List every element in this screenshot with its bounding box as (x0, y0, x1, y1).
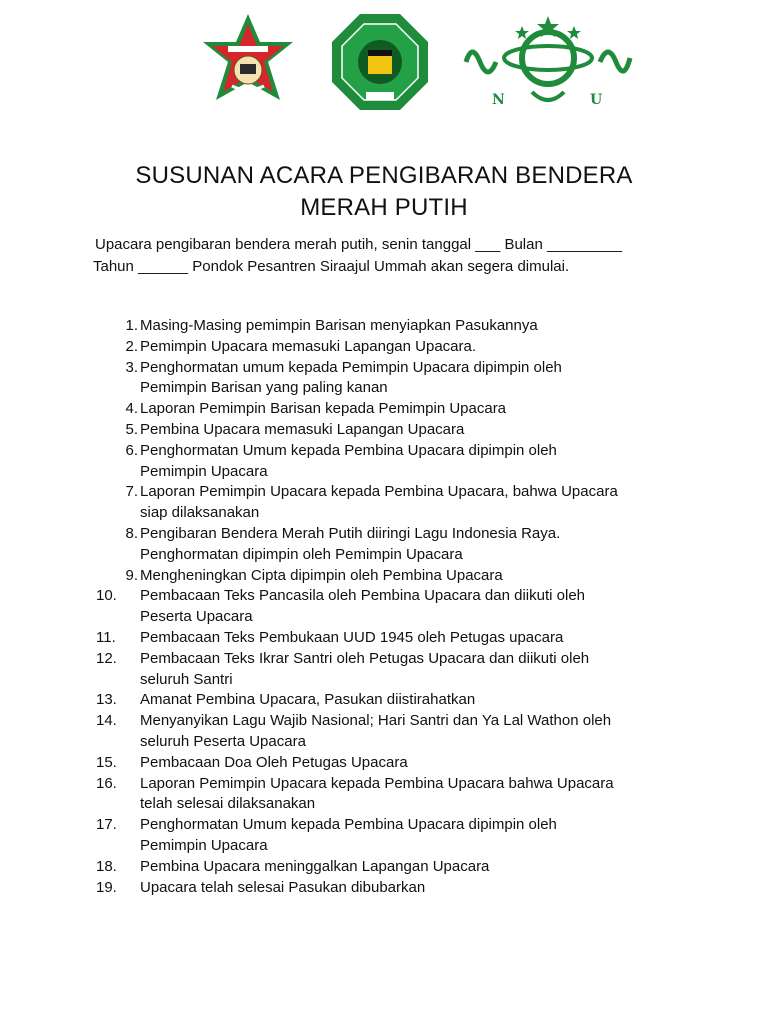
step-text: Laporan Pemimpin Upacara kepada Pembina Upacara, bahwa Upacara (140, 483, 618, 501)
list-item (0, 586, 670, 628)
step-number: 7. (125, 483, 138, 501)
list-item (0, 316, 670, 337)
list-item (0, 399, 670, 420)
list-item (0, 482, 670, 524)
step-number: 8. (125, 524, 138, 542)
list-item (0, 711, 670, 753)
step-text: Pemimpin Upacara memasuki Lapangan Upacara. (140, 337, 477, 355)
list-item (0, 815, 670, 857)
step-number: 6. (125, 441, 138, 459)
title-line-1: SUSUNAN ACARA PENGIBARAN BENDERA (135, 162, 633, 189)
list-item (0, 566, 670, 587)
list-item (0, 774, 670, 816)
step-text: Penghormatan dipimpin oleh Pemimpin Upacara (140, 545, 463, 563)
step-number: 3. (125, 358, 138, 376)
step-text: siap dilaksanakan (140, 504, 260, 522)
pesantren-emblem (330, 12, 430, 112)
list-item (0, 649, 670, 691)
ikatan-pelajar-emblem (198, 12, 298, 112)
step-text: Penghormatan Umum kepada Pembina Upacara dipimpin oleh (140, 816, 557, 834)
list-item (0, 441, 670, 483)
step-text: Penghormatan umum kepada Pemimpin Upacara dipimpin oleh (140, 358, 562, 376)
step-number: 11. (96, 628, 116, 646)
step-text: Laporan Pemimpin Upacara kepada Pembina Upacara bahwa Upacara (140, 774, 614, 792)
list-item (0, 878, 670, 899)
step-text: Pengibaran Bendera Merah Putih diiringi Lagu Indonesia Raya. (140, 524, 561, 542)
step-text: Pembacaan Teks Pembukaan UUD 1945 oleh Petugas upacara (140, 628, 564, 646)
logo-header (0, 12, 768, 112)
intro-line-1: Upacara pengibaran bendera merah putih, senin tanggal ___ Bulan _________ (95, 236, 623, 253)
step-number: 10. (96, 587, 117, 605)
step-text: telah selesai dilaksanakan (140, 795, 316, 813)
step-number: 18. (96, 857, 117, 875)
step-text: Pemimpin Barisan yang paling kanan (140, 379, 388, 397)
intro-line-2: Tahun ______ Pondok Pesantren Siraajul Ummah akan segera dimulai. (93, 258, 570, 275)
step-text: Upacara telah selesai Pasukan dibubarkan (140, 878, 426, 896)
list-item (0, 524, 670, 566)
step-text: Menyanyikan Lagu Wajib Nasional; Hari Santri dan Ya Lal Wathon oleh (140, 712, 612, 730)
list-item (0, 420, 670, 441)
step-text: Pembacaan Doa Oleh Petugas Upacara (140, 753, 408, 771)
step-text: Amanat Pembina Upacara, Pasukan diistirahatkan (140, 691, 476, 709)
step-number: 17. (96, 816, 117, 834)
step-number: 19. (96, 878, 117, 896)
step-text: Pembina Upacara memasuki Lapangan Upacara (140, 420, 465, 438)
step-number: 1. (125, 317, 138, 334)
list-item (0, 628, 670, 649)
step-text: seluruh Santri (140, 670, 233, 688)
list-item (0, 358, 670, 400)
svg-text:N: N (492, 92, 505, 108)
step-number: 16. (96, 774, 117, 792)
step-text: Peserta Upacara (140, 608, 253, 626)
step-text: Pemimpin Upacara (140, 462, 268, 480)
step-text: Pembina Upacara meninggalkan Lapangan Upacara (140, 857, 490, 875)
step-text: Pembacaan Teks Pancasila oleh Pembina Upacara dan diikuti oleh (140, 587, 585, 605)
step-number: 9. (125, 566, 138, 584)
list-item (0, 857, 670, 878)
step-number: 5. (125, 420, 138, 438)
list-item (0, 337, 670, 358)
nu-emblem (462, 12, 634, 112)
step-number: 14. (96, 712, 117, 730)
step-text: Laporan Pemimpin Barisan kepada Pemimpin Upacara (140, 400, 507, 418)
step-text: Pemimpin Upacara (140, 836, 268, 854)
step-number: 4. (125, 400, 138, 418)
intro-paragraph (93, 234, 683, 278)
step-text: Pembacaan Teks Ikrar Santri oleh Petugas Upacara dan diikuti oleh (140, 649, 590, 667)
step-number: 12. (96, 649, 117, 667)
step-number: 13. (96, 691, 117, 709)
document-title (0, 160, 768, 224)
title-line-2: MERAH PUTIH (300, 194, 468, 221)
step-text: Mengheningkan Cipta dipimpin oleh Pembina Upacara (140, 566, 503, 584)
list-item (0, 753, 670, 774)
step-text: Penghormatan Umum kepada Pembina Upacara dipimpin oleh (140, 441, 557, 459)
svg-text:U: U (590, 92, 603, 108)
step-number: 2. (125, 337, 138, 355)
step-text: seluruh Peserta Upacara (140, 732, 306, 750)
list-item (0, 690, 670, 711)
step-number: 15. (96, 753, 117, 771)
step-text: Masing-Masing pemimpin Barisan menyiapkan Pasukannya (140, 317, 538, 334)
ceremony-steps-list (0, 316, 670, 898)
